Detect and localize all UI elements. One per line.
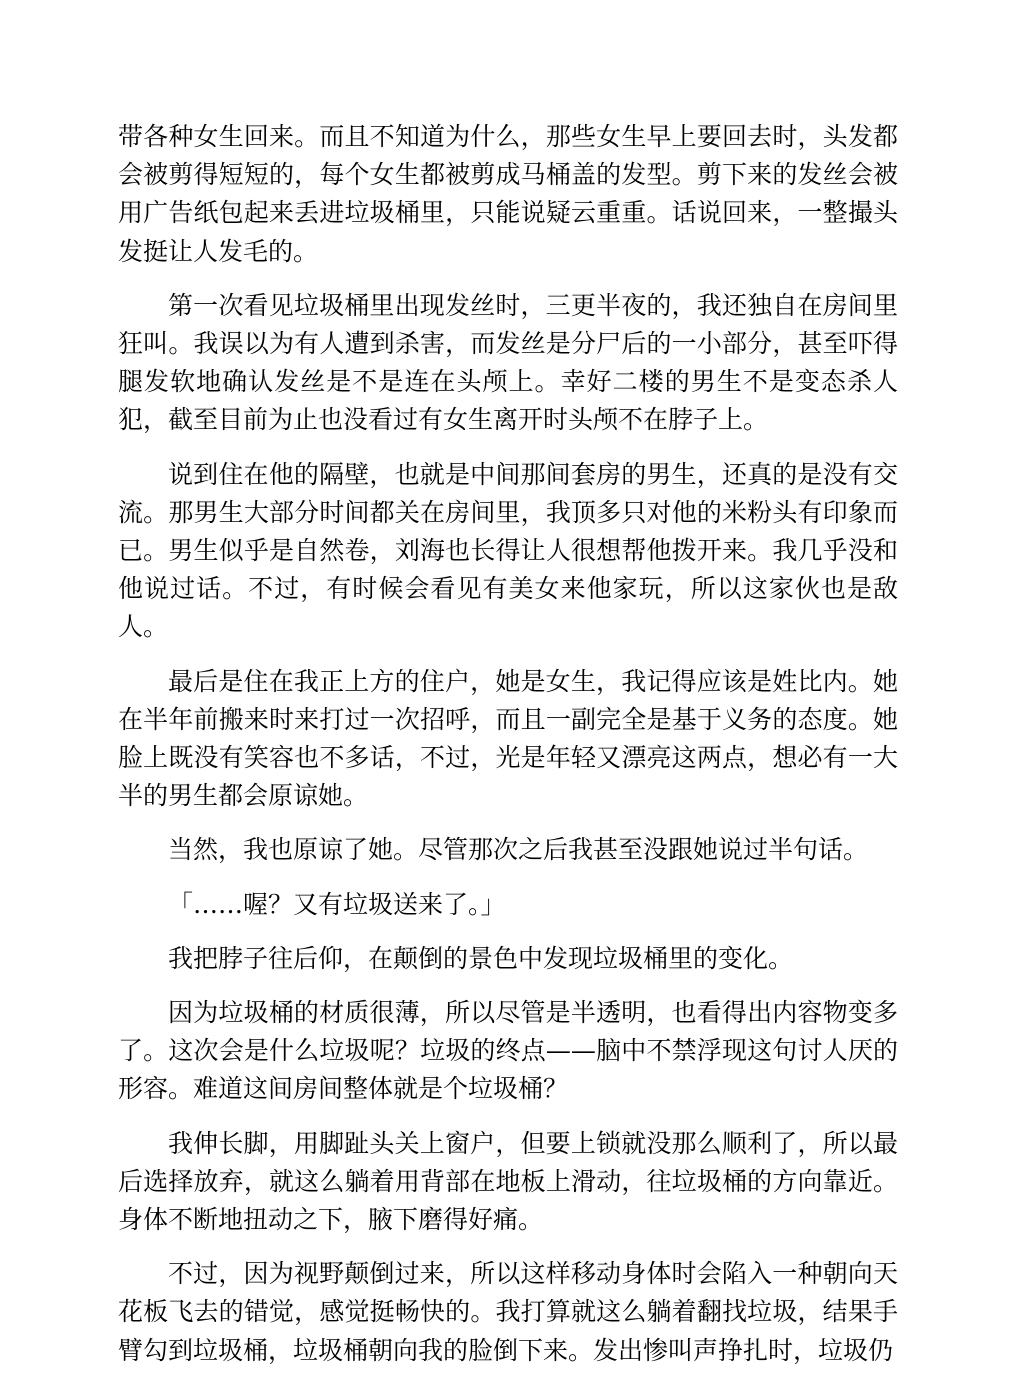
paragraph-3: 说到住在他的隔壁，也就是中间那间套房的男生，还真的是没有交流。那男生大部分时间都关在房间里，我顶多只对他的米粉头有印象而已。男生似乎是自然卷，刘海也长得让人很想帮他拨开来。我几乎没和他说过话。不过，有时候会看见有美女来他家玩，所以这家伙也是敌人。 — [118, 459, 898, 642]
paragraph-4: 最后是住在我正上方的住户，她是女生，我记得应该是姓比内。她在半年前搬来时来打过一次招呼，而且一副完全是基于义务的态度。她脸上既没有笑容也不多话，不过，光是年轻又漂亮这两点，想必有一大半的男生都会原谅她。 — [118, 666, 898, 811]
paragraph-7: 我把脖子往后仰，在颠倒的景色中发现垃圾桶里的变化。 — [168, 943, 794, 973]
paragraph-6-dialogue: 「……喔？又有垃圾送来了。」 — [168, 889, 506, 919]
body-text — [118, 118, 898, 1386]
paragraph-2: 第一次看见垃圾桶里出现发丝时，三更半夜的，我还独自在房间里狂叫。我误以为有人遭到杀害，而发丝是分尸后的一小部分，甚至吓得腿发软地确认发丝是不是连在头颅上。幸好二楼的男生不是变态杀人犯，截至目前为止也没看过有女生离开时头颅不在脖子上。 — [118, 290, 898, 435]
paragraph-10: 不过，因为视野颠倒过来，所以这样移动身体时会陷入一种朝向天花板飞去的错觉，感觉挺畅快的。我打算就这么躺着翻找垃圾，结果手臂勾到垃圾桶，垃圾桶朝向我的脸倒下来。发出惨叫声挣扎时，垃圾仍 — [118, 1259, 898, 1365]
paragraph-1: 带各种女生回来。而且不知道为什么，那些女生早上要回去时，头发都会被剪得短短的，每个女生都被剪成马桶盖的发型。剪下来的发丝会被用广告纸包起来丢进垃圾桶里，只能说疑云重重。话说回来，一整撮头发挺让人发毛的。 — [118, 122, 898, 266]
paragraph-5: 当然，我也原谅了她。尽管那次之后我甚至没跟她说过半句话。 — [168, 835, 869, 865]
paragraph-9: 我伸长脚，用脚趾头关上窗户，但要上锁就没那么顺利了，所以最后选择放弃，就这么躺着用背部在地板上滑动，往垃圾桶的方向靠近。身体不断地扭动之下，腋下磨得好痛。 — [118, 1128, 898, 1235]
paragraph-8: 因为垃圾桶的材质很薄，所以尽管是半透明，也看得出内容物变多了。这次会是什么垃圾呢？垃圾的终点——脑中不禁浮现这句讨人厌的形容。难道这间房间整体就是个垃圾桶？ — [118, 998, 898, 1104]
